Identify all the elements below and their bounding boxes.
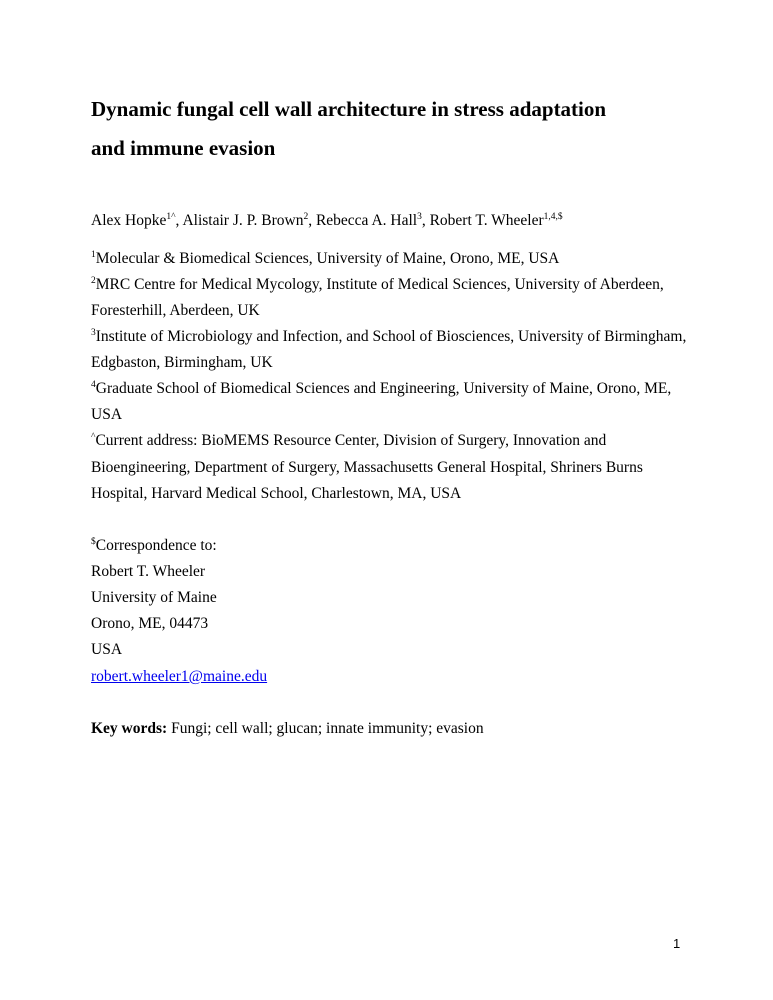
correspondence-name: Robert T. Wheeler — [91, 563, 206, 580]
affiliation-2 — [91, 276, 664, 294]
correspondence-email-link[interactable]: robert.wheeler1@maine.edu — [91, 668, 268, 685]
page-number: 1 — [673, 936, 681, 951]
affiliation-current-address — [91, 432, 606, 450]
author-name: Alex Hopke — [91, 212, 167, 229]
affiliation-current-address-cont-1: Bioengineering, Department of Surgery, Massachusetts General Hospital, Shriners Burns — [91, 459, 643, 476]
affiliation-text: Molecular & Biomedical Sciences, University of Maine, Orono, ME, USA — [95, 250, 560, 267]
author-superscript: 2 — [303, 211, 309, 222]
affiliation-superscript: 3 — [91, 327, 96, 338]
correspondence-org: University of Maine — [91, 589, 217, 606]
correspondence-superscript: $ — [91, 536, 96, 547]
affiliation-2-cont: Foresterhill, Aberdeen, UK — [91, 302, 260, 319]
author-name: Alistair J. P. Brown — [182, 212, 304, 229]
affiliation-3-cont: Edgbaston, Birmingham, UK — [91, 354, 273, 371]
keywords-text: Fungi; cell wall; glucan; innate immunity; evasion — [167, 720, 484, 737]
title-line-2: and immune evasion — [91, 136, 276, 160]
keywords — [91, 720, 484, 738]
correspondence-country: USA — [91, 641, 123, 658]
affiliation-superscript: 2 — [91, 275, 96, 286]
author-separator: , — [308, 212, 316, 229]
affiliation-superscript: 1 — [91, 249, 96, 260]
affiliation-current-address-cont-2: Hospital, Harvard Medical School, Charlestown, MA, USA — [91, 485, 462, 502]
affiliation-text: Current address: BioMEMS Resource Center, Division of Surgery, Innovation and — [95, 432, 607, 449]
correspondence-email-line — [91, 668, 267, 686]
keywords-label: Key words: — [91, 720, 168, 737]
affiliation-1 — [91, 250, 559, 268]
affiliation-4-cont: USA — [91, 406, 123, 423]
author-separator: , — [421, 212, 430, 229]
affiliation-superscript: 4 — [91, 379, 96, 390]
author-superscript: 1,4,$ — [543, 211, 563, 222]
title-line-1: Dynamic fungal cell wall architecture in stress adaptation — [91, 97, 607, 121]
author-name: Robert T. Wheeler — [429, 212, 544, 229]
author-separator: , — [175, 212, 183, 229]
correspondence-city: Orono, ME, 04473 — [91, 615, 209, 632]
affiliation-text: MRC Centre for Medical Mycology, Institute of Medical Sciences, University of Aberdeen, — [95, 276, 664, 293]
author-name: Rebecca A. Hall — [315, 212, 418, 229]
author-superscript: 3 — [417, 211, 422, 222]
affiliation-text: Graduate School of Biomedical Sciences and Engineering, University of Maine, Orono, ME, — [95, 380, 672, 397]
author-list — [91, 212, 563, 230]
affiliation-text: Institute of Microbiology and Infection, and School of Biosciences, University of Birmingham, — [95, 328, 687, 345]
correspondence-label-text: Correspondence to: — [95, 537, 217, 554]
paper-title — [91, 90, 711, 168]
correspondence-label — [91, 537, 217, 555]
author-superscript: 1^ — [166, 211, 176, 222]
affiliation-3 — [91, 328, 686, 346]
affiliation-superscript: ^ — [91, 431, 96, 442]
affiliation-4 — [91, 380, 671, 398]
